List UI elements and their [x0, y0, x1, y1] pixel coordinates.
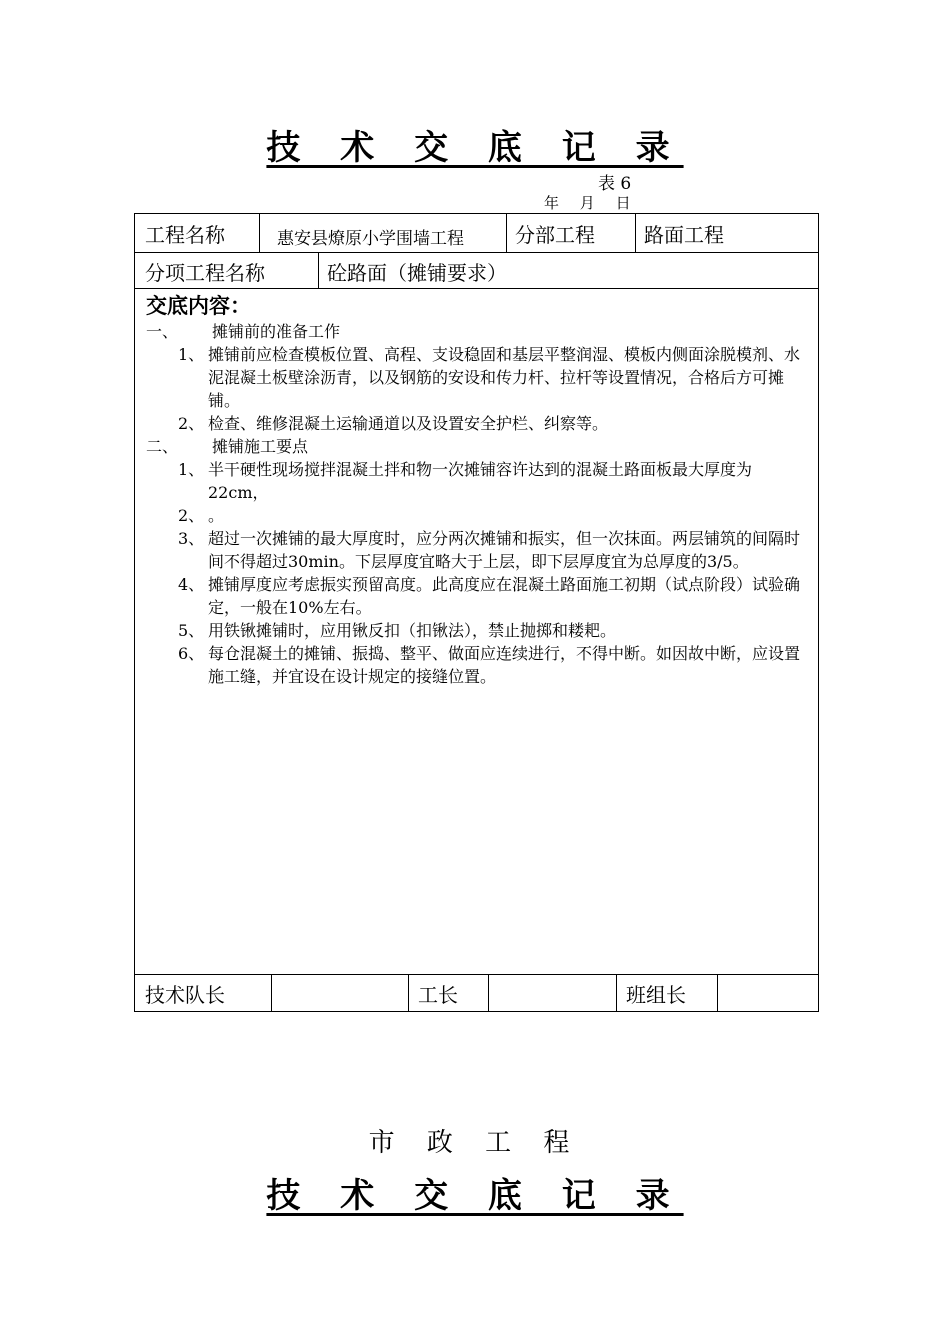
col-divider: [616, 974, 617, 1012]
tech-lead-signature-field[interactable]: [272, 975, 407, 1011]
list-item: [146, 343, 810, 412]
division-value: 路面工程: [644, 223, 724, 247]
col-divider: [318, 252, 319, 288]
next-page-title: 技 术 交 底 记 录: [266, 1176, 684, 1216]
date-day: 日: [615, 194, 631, 212]
item-text: 半干硬性现场搅拌混凝土拌和物一次摊铺容许达到的混凝土路面板最大厚度为22cm，: [208, 460, 753, 502]
list-item: [146, 573, 810, 619]
tech-lead-label: 技术队长: [145, 983, 225, 1007]
list-item: [146, 619, 810, 642]
briefing-content: [146, 292, 810, 688]
item-text: 超过一次摊铺的最大厚度时，应分两次摊铺和振实，但一次抹面。两层铺筑的间隔时间不得超过30min。下层厚度宜略大于上层，即下层厚度宜为总厚度的3/5。: [208, 529, 801, 571]
next-page-subtitle: 市 政 工 程: [368, 1128, 582, 1158]
section-heading: [146, 320, 810, 343]
section-title: 摊铺施工要点: [212, 437, 309, 456]
item-text: 摊铺厚度应考虑振实预留高度。此高度应在混凝土路面施工初期（试点阶段）试验确定，一般在10%左右。: [208, 575, 801, 617]
item-number: 6、: [178, 644, 205, 663]
row-divider: [134, 288, 819, 289]
subitem-value: 砼路面（摊铺要求）: [327, 261, 507, 285]
section-title: 摊铺前的准备工作: [212, 322, 341, 341]
col-divider: [408, 974, 409, 1012]
item-text: 每仓混凝土的摊铺、振捣、整平、做面应连续进行，不得中断。如因故中断，应设置施工缝，并宜设在设计规定的接缝位置。: [208, 644, 801, 686]
item-number: 1、: [178, 460, 205, 479]
project-name-label: 工程名称: [145, 223, 225, 247]
division-label: 分部工程: [515, 223, 595, 247]
list-item: [146, 458, 810, 504]
team-lead-label: 班组长: [626, 983, 686, 1007]
row-divider: [134, 252, 819, 253]
item-text: 。: [208, 506, 225, 525]
item-text: 摊铺前应检查模板位置、高程、支设稳固和基层平整润湿、模板内侧面涂脱模剂、水泥混凝土板壁涂沥青，以及钢筋的安设和传力杆、拉杆等设置情况，合格后方可摊铺。: [208, 345, 801, 410]
item-number: 2、: [178, 506, 205, 525]
col-divider: [259, 213, 260, 252]
date-line: [544, 192, 641, 213]
date-year: 年: [544, 194, 560, 212]
item-number: 4、: [178, 575, 205, 594]
date-month: 月: [579, 194, 595, 212]
col-divider: [506, 213, 507, 252]
list-item: [146, 527, 810, 573]
project-name-value: 惠安县燎原小学围墙工程: [277, 229, 464, 249]
document-title: 技 术 交 底 记 录: [266, 128, 684, 168]
col-divider: [635, 213, 636, 252]
foreman-signature-field[interactable]: [489, 975, 615, 1011]
section-number: 二、: [146, 437, 179, 456]
foreman-label: 工长: [418, 983, 458, 1007]
list-item: [146, 412, 810, 435]
item-text: 检查、维修混凝土运输通道以及设置安全护栏、纠察等。: [208, 414, 609, 433]
team-lead-signature-field[interactable]: [718, 975, 818, 1011]
list-item: [146, 504, 810, 527]
item-number: 1、: [178, 345, 205, 364]
item-number: 2、: [178, 414, 205, 433]
section-heading: [146, 435, 810, 458]
form-number: 表 6: [598, 174, 632, 194]
item-number: 5、: [178, 621, 205, 640]
list-item: [146, 642, 810, 688]
item-text: 用铁锹摊铺时，应用锹反扣（扣锹法），禁止抛掷和耧耙。: [208, 621, 617, 640]
section-number: 一、: [146, 322, 179, 341]
subitem-label: 分项工程名称: [145, 261, 265, 285]
content-heading: 交底内容：: [146, 294, 251, 318]
item-number: 3、: [178, 529, 205, 548]
